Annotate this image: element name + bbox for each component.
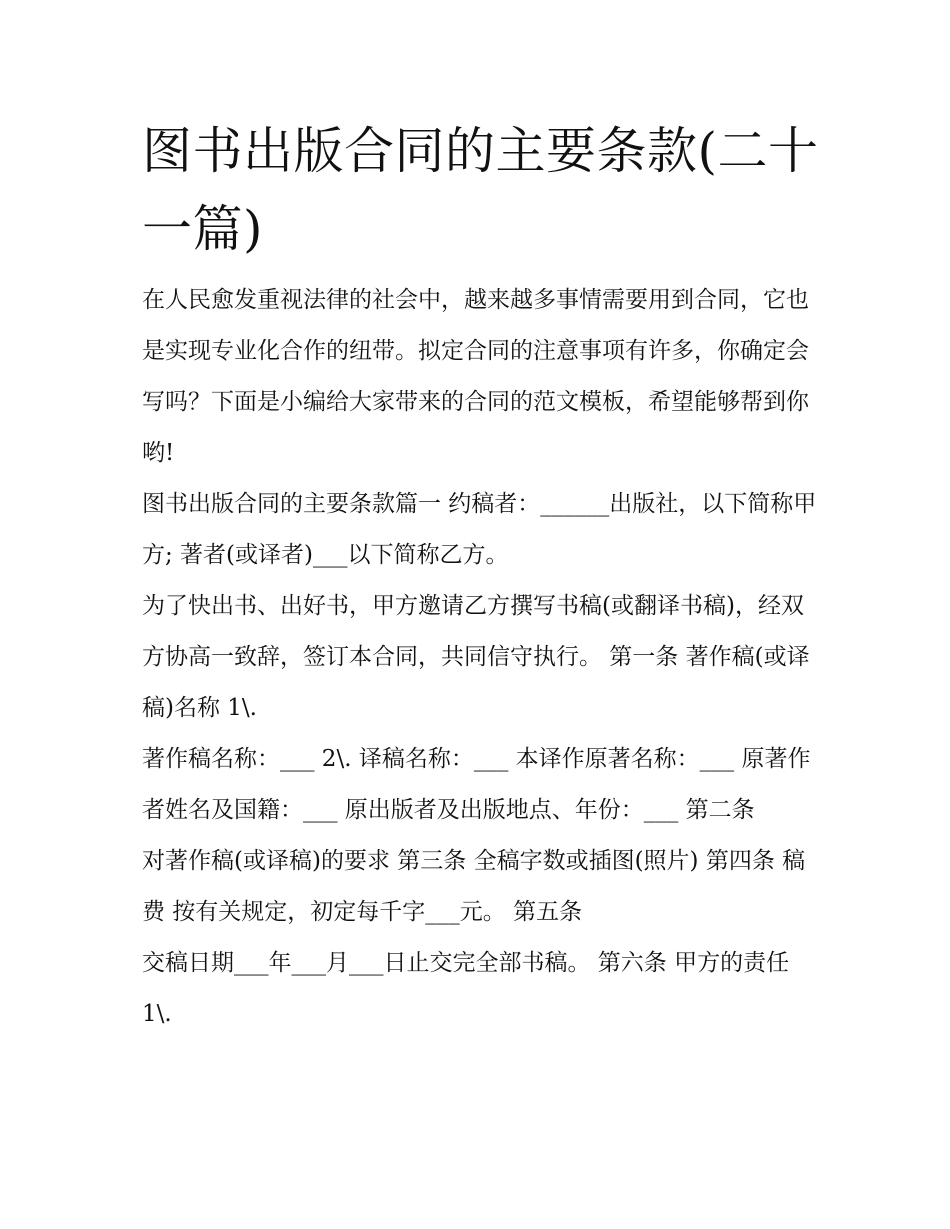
document-body <box>142 275 822 1040</box>
paragraph-work-names: 著作稿名称：___ 2\. 译稿名称：___ 本译作原著名称：___ 原著作者姓名及国籍：___ 原出版者及出版地点、年份：___ 第二条 <box>142 746 811 823</box>
paragraph-parties: 图书出版合同的主要条款篇一 约稿者：______出版社，以下简称甲方; 著者(或译者)___以下简称乙方。 <box>142 491 817 568</box>
paragraph-intro: 在人民愈发重视法律的社会中，越来越多事情需要用到合同，它也是实现专业化合作的纽带。拟定合同的注意事项有许多，你确定会写吗？下面是小编给大家带来的合同的范文模板，希望能够帮到你哟! <box>142 287 809 466</box>
paragraph-requirements: 对著作稿(或译稿)的要求 第三条 全稿字数或插图(照片) 第四条 稿费 按有关规定，初定每千字___元。 第五条 <box>142 848 806 925</box>
paragraph-purpose: 为了快出书、出好书，甲方邀请乙方撰写书稿(或翻译书稿)，经双方协高一致辞，签订本合同，共同信守执行。 第一条 著作稿(或译稿)名称 1\. <box>142 593 810 721</box>
paragraph-deadline: 交稿日期___年___月___日止交完全部书稿。 第六条 甲方的责任 1\. <box>142 950 790 1027</box>
document-title: 图书出版合同的主要条款(二十一篇) <box>142 122 819 258</box>
